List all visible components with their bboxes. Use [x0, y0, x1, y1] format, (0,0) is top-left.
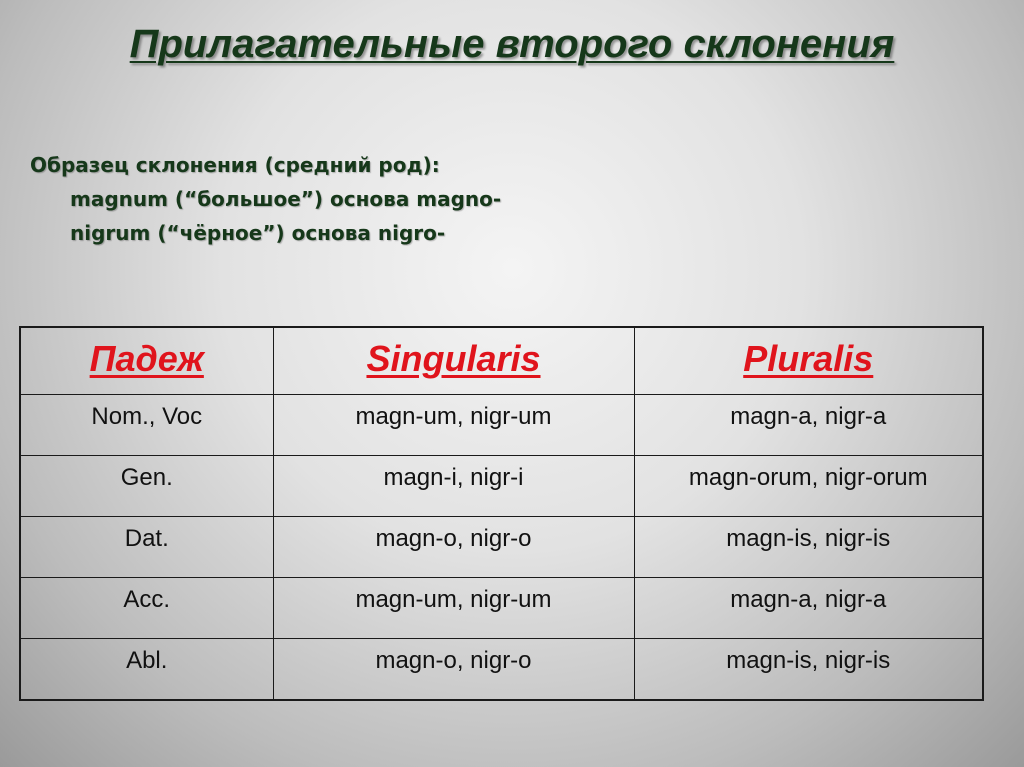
case-cell: Abl. [20, 639, 273, 701]
declension-table [19, 326, 984, 701]
plural-cell: magn-a, nigr-a [634, 578, 983, 639]
example-nigrum: nigrum (“чёрное”) основа nigro- [70, 221, 446, 245]
table-row [20, 578, 983, 639]
plural-cell: magn-a, nigr-a [634, 395, 983, 456]
intro-heading: Образец склонения (средний род): [30, 153, 440, 177]
header-plural: Pluralis [634, 327, 983, 395]
plural-cell: magn-is, nigr-is [634, 639, 983, 701]
table-row [20, 395, 983, 456]
plural-cell: magn-orum, nigr-orum [634, 456, 983, 517]
singular-cell: magn-o, nigr-o [273, 639, 634, 701]
table-row [20, 517, 983, 578]
singular-cell: magn-um, nigr-um [273, 395, 634, 456]
example-magnum: magnum (“большое”) основа magno- [70, 187, 502, 211]
table-row [20, 639, 983, 701]
case-cell: Dat. [20, 517, 273, 578]
intro-block [30, 148, 501, 250]
header-singular: Singularis [273, 327, 634, 395]
table-header-row [20, 327, 983, 395]
table-row [20, 456, 983, 517]
singular-cell: magn-um, nigr-um [273, 578, 634, 639]
singular-cell: magn-i, nigr-i [273, 456, 634, 517]
singular-cell: magn-o, nigr-o [273, 517, 634, 578]
slide-title: Прилагательные второго склонения [129, 22, 895, 66]
header-case: Падеж [20, 327, 273, 395]
case-cell: Gen. [20, 456, 273, 517]
case-cell: Nom., Voc [20, 395, 273, 456]
plural-cell: magn-is, nigr-is [634, 517, 983, 578]
case-cell: Acc. [20, 578, 273, 639]
